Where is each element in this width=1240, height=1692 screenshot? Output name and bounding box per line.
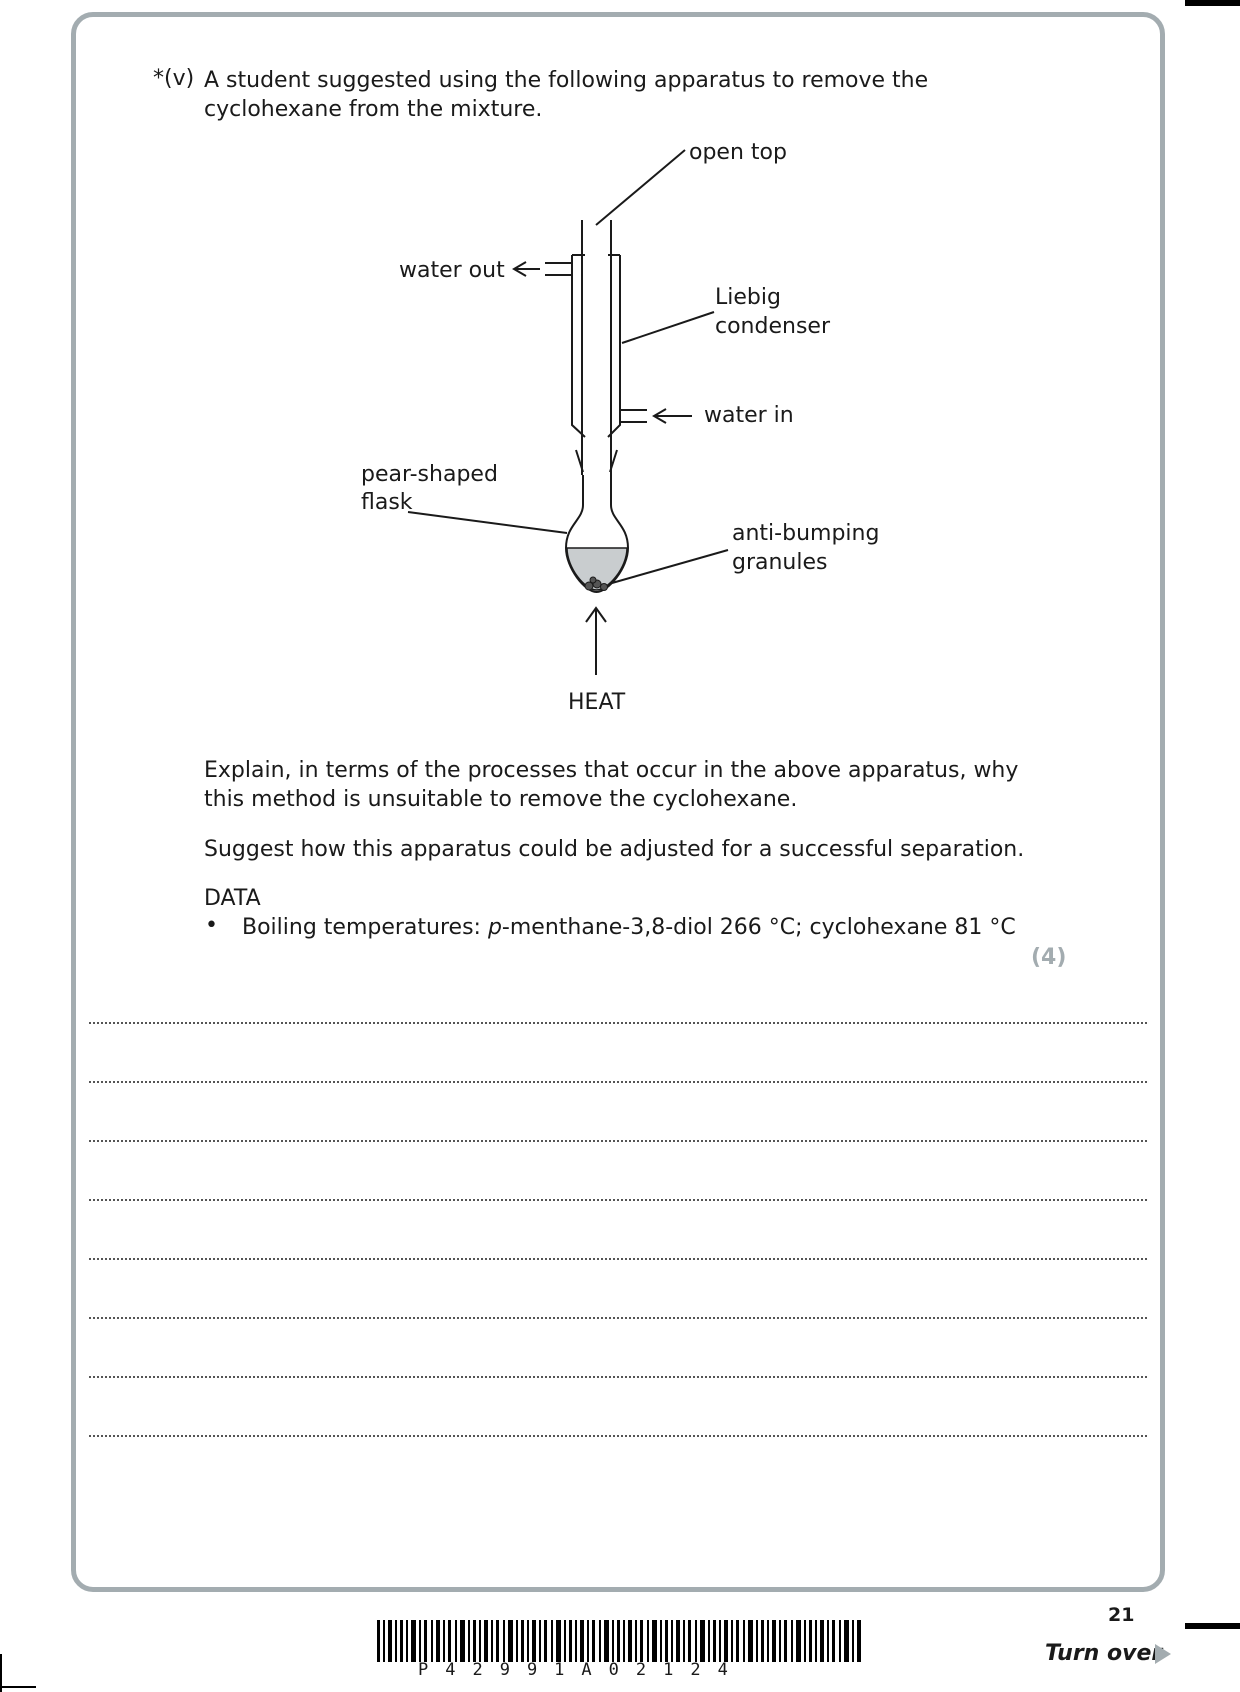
distillation-apparatus-diagram — [0, 0, 1240, 760]
label-pear-shaped: pear-shaped — [361, 462, 498, 487]
water-in-arrow — [654, 409, 692, 423]
answer-line[interactable] — [89, 1081, 1147, 1083]
water-in-arm — [620, 410, 647, 422]
turn-over-arrow-icon — [1155, 1644, 1171, 1664]
corner-mark-bottom-right — [1185, 1623, 1240, 1629]
answer-line[interactable] — [89, 1199, 1147, 1201]
barcode — [377, 1620, 861, 1662]
label-granules: granules — [732, 550, 828, 575]
label-open-top: open top — [689, 140, 787, 165]
label-liebig: Liebig — [715, 285, 781, 310]
page-number: 21 — [1108, 1604, 1135, 1626]
answer-line[interactable] — [89, 1435, 1147, 1437]
marks-available: (4) — [1031, 945, 1067, 970]
suggest-instruction: Suggest how this apparatus could be adjusted for a successful separation. — [204, 837, 1025, 862]
water-out-arrow — [514, 262, 540, 276]
answer-line[interactable] — [89, 1376, 1147, 1378]
explain-instruction: Explain, in terms of the processes that occur in the above apparatus, why this method is unsuitable to remove the cyclohexane. — [204, 758, 1019, 812]
boiling-rest: -menthane-3,8-diol 266 °C; cyclohexane 81 °C — [501, 915, 1016, 940]
question-number: *(v) — [153, 66, 195, 91]
condenser-jacket — [572, 255, 585, 437]
bullet-dot: • — [205, 913, 218, 938]
boiling-temperatures — [242, 913, 1062, 942]
corner-mark-bottom-left-h — [0, 1686, 36, 1688]
heat-arrow — [586, 608, 606, 675]
answer-line[interactable] — [89, 1317, 1147, 1319]
data-heading: DATA — [204, 886, 261, 911]
water-out-arm — [545, 263, 572, 275]
question-prompt: A student suggested using the following apparatus to remove the cyclohexane from the mixture. — [204, 68, 929, 122]
answer-line[interactable] — [89, 1140, 1147, 1142]
label-heat: HEAT — [568, 690, 626, 715]
label-water-out: water out — [399, 258, 505, 283]
granules-pointer — [612, 550, 728, 583]
pear-flask-pointer — [408, 512, 567, 533]
barcode-text: P42991A02124 — [418, 1660, 745, 1680]
label-flask: flask — [361, 490, 413, 515]
label-anti-bumping: anti-bumping — [732, 521, 880, 546]
answer-line[interactable] — [89, 1022, 1147, 1024]
boiling-prefix: Boiling temperatures: — [242, 915, 488, 940]
label-water-in: water in — [704, 403, 794, 428]
open-top-pointer — [596, 150, 685, 225]
answer-line[interactable] — [89, 1258, 1147, 1260]
turn-over-label: Turn over — [1045, 1641, 1163, 1666]
liebig-pointer — [622, 312, 714, 343]
boiling-italic-p: p — [487, 915, 502, 940]
label-condenser: condenser — [715, 314, 830, 339]
